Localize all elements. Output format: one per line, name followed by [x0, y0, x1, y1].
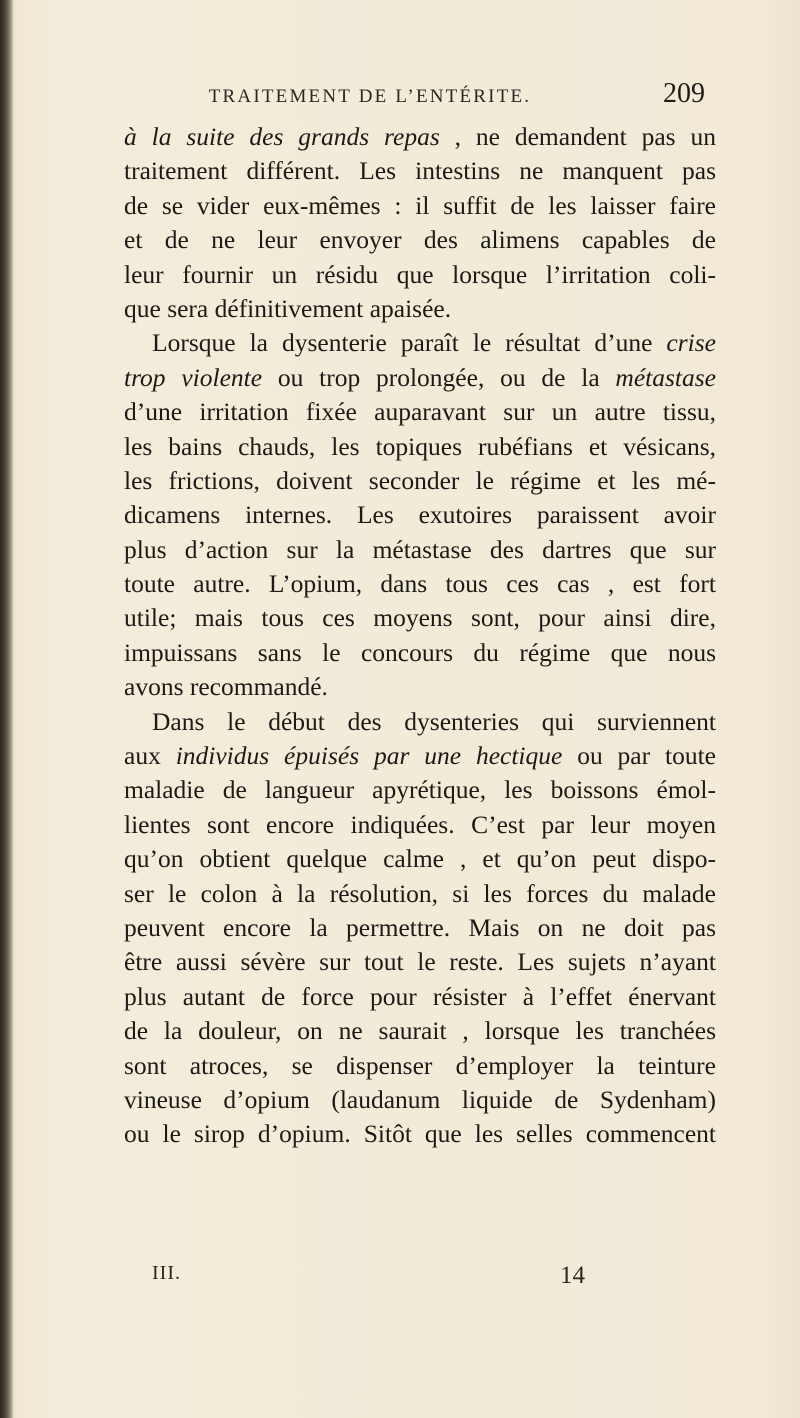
text-run: impuissans sans le concours du régime que nous	[124, 637, 716, 667]
text-line	[124, 911, 716, 945]
text-line	[124, 464, 716, 498]
text-run: ou le sirop d’opium. Sitôt que les selles commencent	[124, 1119, 716, 1149]
text-line	[124, 842, 716, 876]
gathering-number: 14	[560, 1262, 585, 1289]
text-run: plus autant de force pour résister à l’effet énervant	[124, 981, 716, 1011]
text-line	[124, 739, 716, 773]
page-binding-shadow	[0, 0, 14, 1418]
text-line	[124, 223, 716, 257]
text-run: de la douleur, on ne saurait , lorsque les tranchées	[124, 1016, 716, 1046]
text-line	[124, 498, 716, 532]
text-run: lientes sont encore indiquées. C’est par leur moyen	[124, 809, 716, 839]
text-line	[124, 258, 716, 292]
text-line	[124, 808, 716, 842]
page-header	[120, 78, 705, 114]
italic-text: trop violente	[124, 362, 263, 392]
text-run: les bains chauds, les topiques rubéfians et vésicans,	[124, 431, 716, 461]
text-run: et de ne leur envoyer des alimens capables de	[124, 225, 716, 255]
text-line	[124, 430, 716, 464]
text-run: sont atroces, se dispenser d’employer la teinture	[124, 1050, 716, 1080]
text-line	[124, 877, 716, 911]
page-number: 209	[663, 78, 705, 109]
text-line	[124, 1049, 716, 1083]
italic-text: individus épuisés par une hectique	[175, 741, 563, 771]
text-run: ser le colon à la résolution, si les forces du malade	[124, 878, 716, 908]
text-run: peuvent encore la permettre. Mais on ne doit pas	[124, 912, 716, 942]
italic-text: crise	[666, 328, 716, 358]
text-run: être aussi sévère sur tout le reste. Les sujets n’ayant	[124, 947, 716, 977]
text-line	[124, 189, 716, 223]
text-line	[124, 636, 716, 670]
text-line	[124, 292, 716, 326]
text-line	[124, 154, 716, 188]
text-line	[124, 567, 716, 601]
text-line	[124, 773, 716, 807]
running-head: TRAITEMENT DE L’ENTÉRITE.	[208, 86, 532, 107]
text-line	[124, 945, 716, 979]
body-text	[124, 120, 716, 1152]
text-run: dicamens internes. Les exutoires paraissent avoir	[124, 500, 716, 530]
text-line	[124, 533, 716, 567]
text-line	[124, 120, 716, 154]
text-run: plus d’action sur la métastase des dartres que sur	[124, 534, 716, 564]
text-run: les frictions, doivent seconder le régime et les mé-	[124, 465, 716, 495]
text-run: leur fournir un résidu que lorsque l’irritation coli-	[124, 259, 716, 289]
text-line	[124, 1083, 716, 1117]
text-run: Dans le début des dysenteries qui surviennent	[152, 706, 716, 736]
text-run: d’une irritation fixée auparavant sur un autre tissu,	[124, 397, 716, 427]
text-run: qu’on obtient quelque calme , et qu’on peut dispo-	[124, 844, 716, 874]
text-run: ou trop prolongée, ou de la	[262, 362, 616, 392]
text-line	[124, 670, 716, 704]
text-line	[124, 980, 716, 1014]
text-line	[124, 361, 716, 395]
text-line	[124, 395, 716, 429]
text-run: utile; mais tous ces moyens sont, pour ainsi dire,	[124, 603, 716, 633]
italic-text: métastase	[615, 362, 716, 392]
text-run: que sera définitivement apaisée.	[124, 293, 452, 323]
page-footer	[152, 1262, 622, 1296]
text-run: aux	[124, 741, 176, 771]
text-run: toute autre. L’opium, dans tous ces cas , est fort	[124, 569, 716, 599]
text-run: traitement différent. Les intestins ne manquent pas	[124, 156, 716, 186]
text-line	[124, 601, 716, 635]
text-run: vineuse d’opium (laudanum liquide de Sydenham)	[124, 1084, 716, 1114]
signature-mark: III.	[152, 1262, 181, 1284]
text-run: ou par toute	[562, 741, 716, 771]
text-line	[124, 1117, 716, 1151]
text-run: avons recommandé.	[124, 672, 328, 702]
text-line	[124, 326, 716, 360]
text-run: de se vider eux-mêmes : il suffit de les laisser faire	[124, 190, 716, 220]
text-run: Lorsque la dysenterie paraît le résultat d’une	[152, 328, 667, 358]
text-line	[124, 705, 716, 739]
text-run: , ne demandent pas un	[439, 122, 716, 151]
text-run: maladie de langueur apyrétique, les boissons émol-	[124, 775, 716, 805]
text-line	[124, 1014, 716, 1048]
italic-text: à la suite des grands repas	[124, 122, 440, 151]
